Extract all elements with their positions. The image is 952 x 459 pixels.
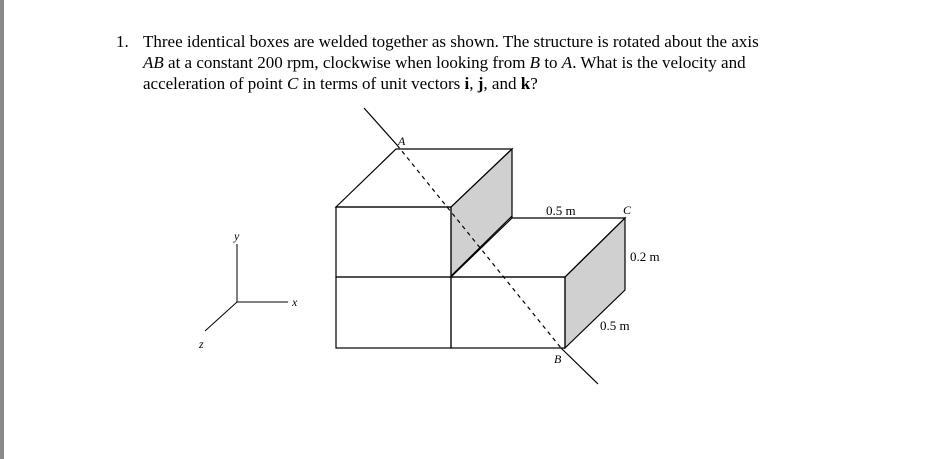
unit-vector-i: i [464, 74, 470, 93]
axis-y-label: y [234, 229, 240, 243]
point-name: C [286, 74, 299, 93]
axis-name: AB [143, 53, 164, 72]
label-a: A [398, 134, 406, 148]
unit-vector-j: j [477, 74, 484, 93]
problem-number: 1. [116, 32, 129, 51]
axis-x-label: x [292, 295, 298, 309]
unit-vector-k: k [520, 74, 531, 93]
problem-line-2: AB at a constant 200 rpm, clockwise when looking from B to A. What is the velocity and [143, 53, 746, 72]
upper-box-side-face [451, 149, 512, 276]
label-c: C [623, 203, 632, 217]
problem-line-1: Three identical boxes are welded together as shown. The structure is rotated about the axis [143, 32, 759, 51]
axis-ab-solid-top [364, 108, 397, 145]
problem-line-3: acceleration of point C in terms of unit vectors i, j, and k? [143, 74, 538, 93]
axis-ab-solid-bottom [561, 348, 598, 384]
dim-bottom-label: 0.5 m [600, 318, 630, 333]
label-b: B [554, 352, 562, 366]
dim-top-label: 0.5 m [546, 203, 576, 218]
dim-side-label: 0.2 m [630, 249, 660, 264]
coordinate-axes [205, 244, 288, 331]
axis-z-label: z [199, 337, 204, 351]
axis-ab-dashed [397, 145, 561, 348]
z-axis-line [205, 302, 237, 331]
